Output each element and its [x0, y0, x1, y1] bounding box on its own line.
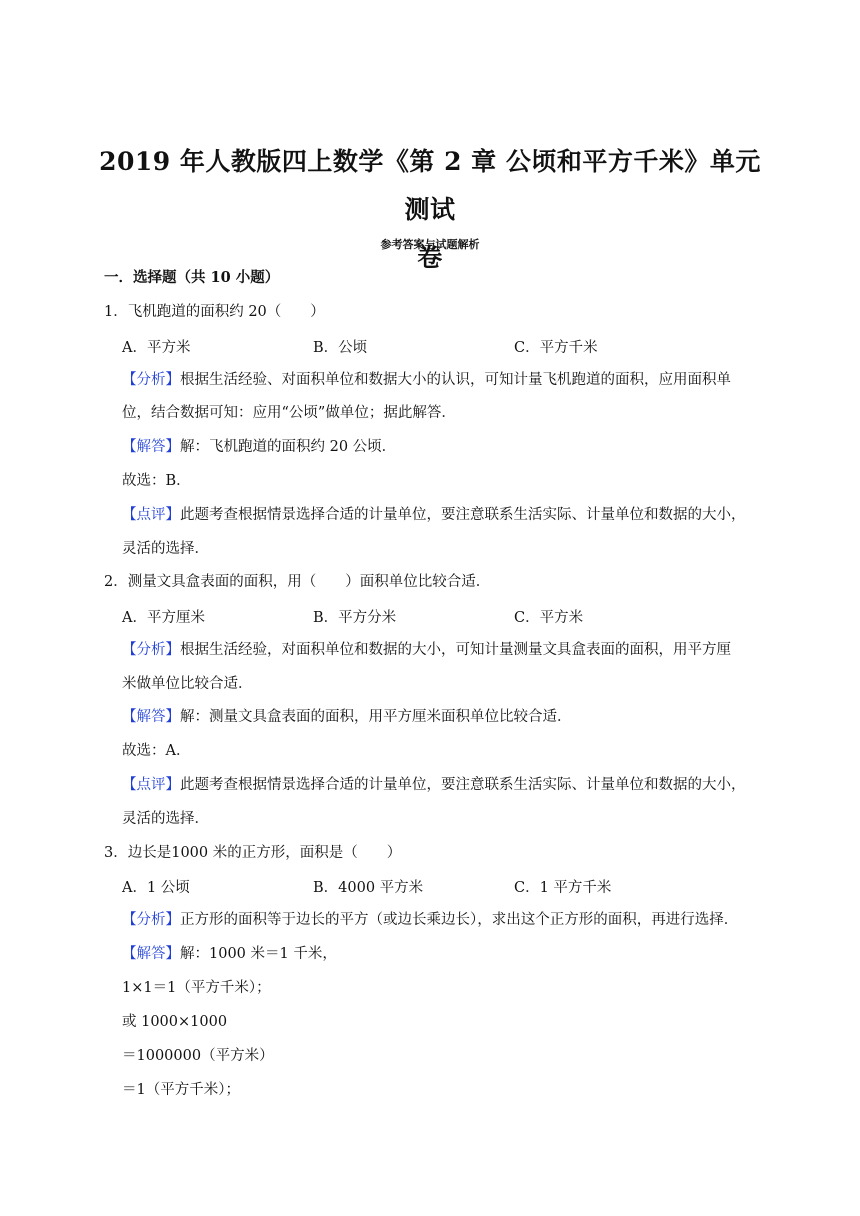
question-3-option-c: C．1 平方千米 [514, 880, 612, 896]
analysis-text: 根据生活经验，对面积单位和数据的大小，可知计量测量文具盒表面的面积，用平方厘 [180, 642, 731, 658]
answer-text: 解：飞机跑道的面积约 20 公顷． [180, 439, 397, 455]
title-line-1: 2019 年人教版四上数学《第 2 章 公顷和平方千米》单元测试 [99, 147, 761, 224]
question-3-work-line-3: ＝1000000（平方米） [122, 1048, 274, 1064]
question-2-option-a: A．平方厘米 [122, 610, 205, 626]
question-3-option-a: A．1 公顷 [122, 880, 190, 896]
comment-tag: 【点评】 [122, 507, 180, 523]
question-3-answer [122, 944, 337, 964]
question-2-answer [122, 707, 572, 727]
question-1-stem: 1．飞机跑道的面积约 20（ ） [104, 304, 325, 320]
document-subtitle: 参考答案与试题解析 [380, 238, 480, 251]
question-2-stem: 2．测量文具盒表面的面积，用（ ）面积单位比较合适． [104, 574, 491, 590]
question-2-option-c: C．平方米 [514, 610, 584, 626]
answer-tag: 【解答】 [122, 709, 180, 725]
title-line-2: 卷 [417, 243, 443, 272]
question-3-work-line-2: 或 1000×1000 [122, 1014, 228, 1030]
answer-text: 解：1000 米＝1 千米， [180, 946, 337, 962]
answer-text: 解：测量文具盒表面的面积，用平方厘米面积单位比较合适． [180, 709, 572, 725]
question-3-work-line-4: ＝1（平方千米）； [122, 1082, 240, 1098]
question-2-analysis-cont: 米做单位比较合适． [122, 676, 253, 692]
question-1-comment [122, 505, 746, 525]
question-1-answer [122, 437, 396, 457]
answer-tag: 【解答】 [122, 439, 180, 455]
question-3-stem: 3．边长是1000 米的正方形，面积是（ ） [104, 845, 402, 861]
comment-text: 此题考查根据情景选择合适的计量单位，要注意联系生活实际、计量单位和数据的大小， [180, 777, 746, 793]
question-1-option-b: B．公顷 [313, 340, 368, 356]
question-1-analysis-cont: 位，结合数据可知：应用“公顷”做单位；据此解答． [122, 405, 456, 421]
question-1-comment-cont: 灵活的选择． [122, 541, 209, 557]
question-3-option-b: B．4000 平方米 [313, 880, 424, 896]
question-1-option-a: A．平方米 [122, 340, 191, 356]
answer-tag: 【解答】 [122, 946, 180, 962]
analysis-tag: 【分析】 [122, 642, 180, 658]
analysis-text: 正方形的面积等于边长的平方（或边长乘边长），求出这个正方形的面积，再进行选择． [180, 912, 739, 928]
section-heading: 一．选择题（共 10 小题） [104, 269, 280, 286]
comment-tag: 【点评】 [122, 777, 180, 793]
question-2-analysis [122, 640, 731, 660]
question-3-work-line-1: 1×1＝1（平方千米）； [122, 980, 271, 996]
comment-text: 此题考查根据情景选择合适的计量单位，要注意联系生活实际、计量单位和数据的大小， [180, 507, 746, 523]
question-2-option-b: B．平方分米 [313, 610, 397, 626]
analysis-text: 根据生活经验、对面积单位和数据大小的认识，可知计量飞机跑道的面积，应用面积单 [180, 372, 731, 388]
question-1-choice: 故选：B． [122, 473, 191, 489]
question-2-comment-cont: 灵活的选择． [122, 811, 209, 827]
question-2-choice: 故选：A． [122, 743, 191, 759]
analysis-tag: 【分析】 [122, 372, 180, 388]
question-1-analysis [122, 370, 731, 390]
document-title [88, 138, 772, 282]
question-2-comment [122, 775, 746, 795]
question-3-analysis [122, 910, 738, 930]
analysis-tag: 【分析】 [122, 912, 180, 928]
question-1-option-c: C．平方千米 [514, 340, 598, 356]
